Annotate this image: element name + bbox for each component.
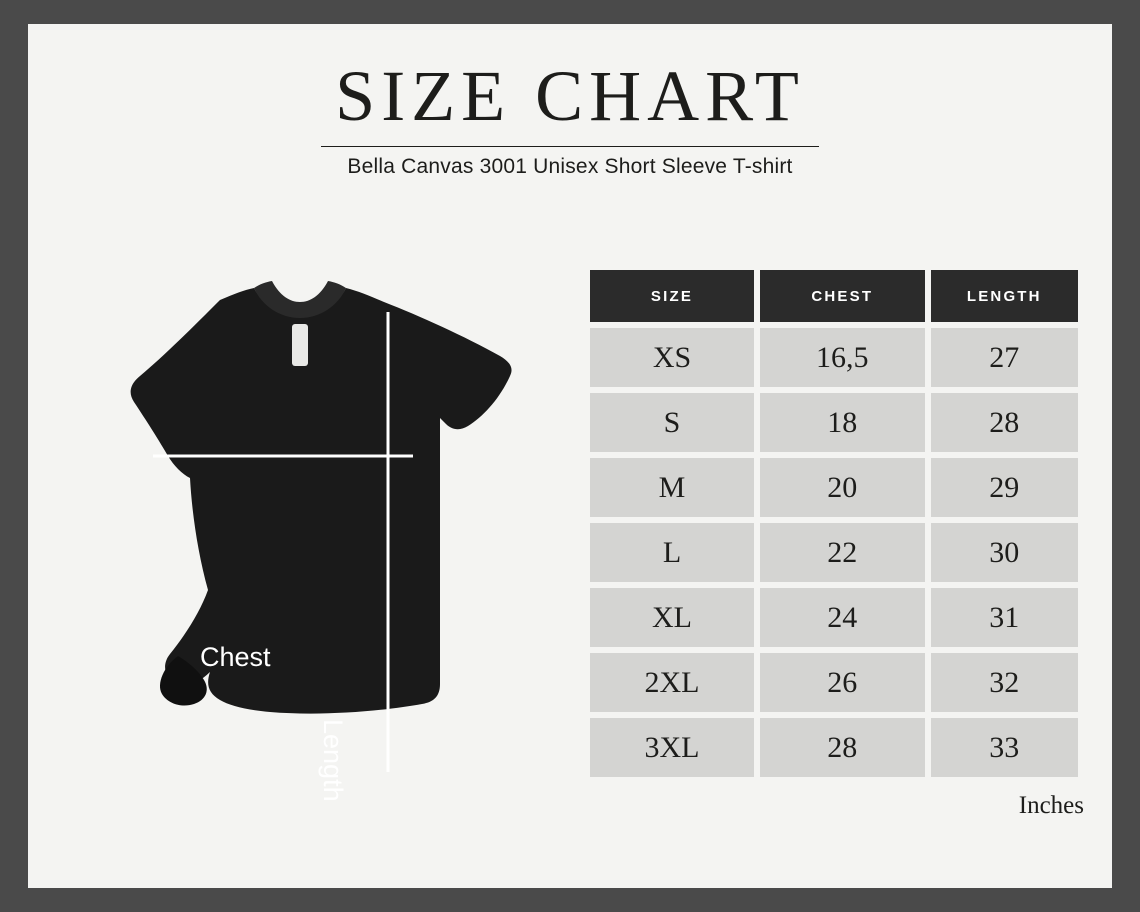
table-row — [590, 458, 1078, 517]
tshirt-illustration — [48, 264, 548, 802]
cell-size: L — [590, 523, 754, 582]
cell-chest: 20 — [760, 458, 925, 517]
cell-length: 30 — [931, 523, 1078, 582]
cell-size: XS — [590, 328, 754, 387]
column-header-size: SIZE — [590, 270, 754, 322]
table-row — [590, 653, 1078, 712]
cell-chest: 22 — [760, 523, 925, 582]
table-row — [590, 328, 1078, 387]
size-table — [584, 264, 1084, 783]
table-row — [590, 393, 1078, 452]
cell-chest: 28 — [760, 718, 925, 777]
chart-header — [28, 56, 1112, 179]
cell-length: 31 — [931, 588, 1078, 647]
cell-chest: 16,5 — [760, 328, 925, 387]
table-header-row — [590, 270, 1078, 322]
cell-chest: 26 — [760, 653, 925, 712]
tshirt-graphic — [48, 264, 548, 784]
chart-subtitle: Bella Canvas 3001 Unisex Short Sleeve T-shirt — [347, 155, 793, 178]
table-row — [590, 523, 1078, 582]
cell-size: 3XL — [590, 718, 754, 777]
cell-length: 32 — [931, 653, 1078, 712]
size-table-container — [584, 264, 1084, 819]
table-row — [590, 588, 1078, 647]
units-label: Inches — [1018, 792, 1084, 819]
cell-length: 33 — [931, 718, 1078, 777]
cell-length: 28 — [931, 393, 1078, 452]
cell-length: 29 — [931, 458, 1078, 517]
size-table-head — [590, 270, 1078, 322]
cell-length: 27 — [931, 328, 1078, 387]
title-divider — [321, 146, 819, 147]
cell-size: XL — [590, 588, 754, 647]
chest-measure-label: Chest — [200, 642, 271, 672]
cell-size: S — [590, 393, 754, 452]
cell-chest: 18 — [760, 393, 925, 452]
cell-size: M — [590, 458, 754, 517]
cell-size: 2XL — [590, 653, 754, 712]
page-title: SIZE CHART — [335, 56, 805, 136]
table-row — [590, 718, 1078, 777]
cell-chest: 24 — [760, 588, 925, 647]
column-header-length: LENGTH — [931, 270, 1078, 322]
column-header-chest: CHEST — [760, 270, 925, 322]
length-measure-label: Length — [318, 719, 348, 802]
size-chart-card — [28, 24, 1112, 888]
size-table-body — [590, 328, 1078, 777]
